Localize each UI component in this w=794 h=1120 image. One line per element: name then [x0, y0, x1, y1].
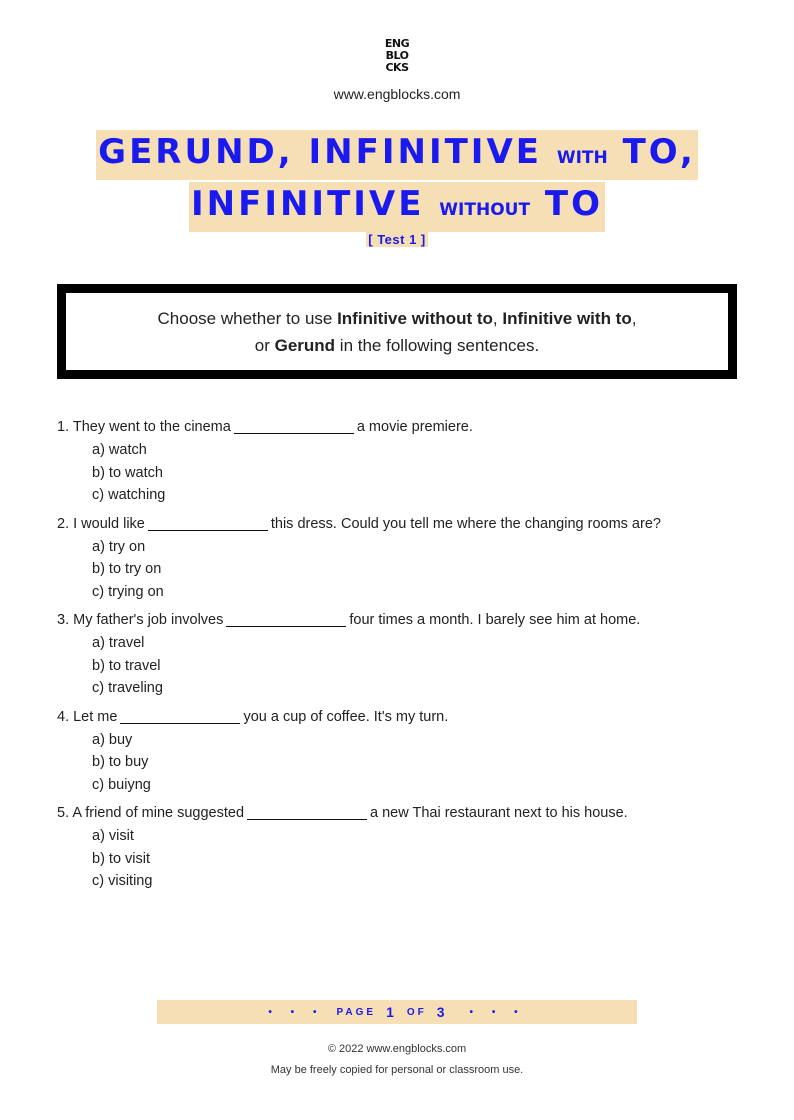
license-text: May be freely copied for personal or classroom use.: [270, 1064, 524, 1076]
question-text: a movie premiere.: [356, 419, 473, 435]
title-text: TO: [544, 184, 604, 224]
question-item: [57, 608, 757, 700]
title-small-text: WITHOUT: [439, 200, 531, 220]
title-small-text: WITH: [556, 148, 608, 168]
option-c: c) trying on: [92, 583, 164, 600]
subtitle: [0, 231, 794, 249]
question-sentence: [57, 512, 757, 536]
option-b: b) to watch: [92, 464, 163, 481]
title-text: GERUND, INFINITIVE: [98, 132, 542, 172]
logo-line: ENG: [384, 37, 410, 50]
answer-blank[interactable]: [234, 419, 354, 434]
engblocks-logo: [0, 38, 794, 74]
answer-blank[interactable]: [120, 709, 240, 724]
option-a: a) visit: [92, 828, 134, 844]
question-item: [57, 415, 757, 507]
question-item: [57, 801, 757, 893]
question-text: 1. They went to the cinema: [57, 419, 231, 435]
option-a: a) travel: [92, 635, 145, 651]
page-current: 1: [386, 1004, 397, 1020]
question-text: a new Thai restaurant next to his house.: [370, 805, 628, 821]
question-list: [57, 415, 757, 898]
title-text: TO,: [622, 132, 696, 172]
question-item: [57, 512, 757, 604]
page-indicator: [157, 1000, 637, 1024]
logo-line: BLO: [385, 49, 409, 62]
option-c: c) watching: [92, 487, 166, 503]
question-text: 3. My father's job involves: [57, 612, 224, 628]
instruction-text: [158, 305, 637, 359]
option-b: b) to visit: [92, 850, 151, 867]
option-b: b) to try on: [92, 561, 162, 577]
site-url[interactable]: www.engblocks.com: [333, 86, 461, 102]
logo-line: CKS: [385, 61, 409, 74]
question-sentence: [57, 608, 757, 632]
question-text: 2. I would like: [57, 515, 145, 532]
answer-blank[interactable]: [247, 805, 367, 820]
option-a: a) try on: [92, 538, 146, 555]
question-text: 5. A friend of mine suggested: [57, 805, 245, 821]
instruction-part: in the following sentences.: [335, 335, 540, 355]
option-a: a) buy: [92, 731, 133, 748]
decorative-dots: • • •: [469, 1006, 526, 1018]
title-line-1: [0, 130, 794, 178]
question-text: 4. Let me: [57, 708, 118, 725]
question-text: this dress. Could you tell me where the changing rooms are?: [270, 515, 661, 532]
decorative-dots: • • •: [268, 1006, 325, 1018]
option-c: c) traveling: [92, 680, 163, 696]
answer-blank[interactable]: [226, 612, 346, 627]
of-label: OF: [406, 1006, 427, 1018]
question-text: four times a month. I barely see him at home.: [349, 612, 641, 628]
question-sentence: [57, 801, 757, 825]
title-line-2: [0, 182, 794, 230]
option-b: b) to travel: [92, 657, 161, 674]
page-label: PAGE: [336, 1006, 377, 1018]
option-c: c) buiyng: [92, 776, 151, 793]
test-label: [ Test 1 ]: [368, 232, 426, 247]
answer-blank[interactable]: [148, 516, 268, 531]
instruction-part: or: [254, 335, 275, 355]
instruction-part: Choose whether to use: [157, 308, 338, 328]
copyright-text: © 2022 www.engblocks.com: [327, 1043, 467, 1055]
instruction-part: ,: [492, 308, 503, 328]
option-a: a) watch: [92, 442, 147, 458]
question-text: you a cup of coffee. It's my turn.: [243, 708, 449, 725]
option-c: c) visiting: [92, 873, 153, 889]
instruction-bold: Infinitive with to: [502, 308, 632, 328]
instruction-bold: Gerund: [274, 335, 336, 355]
title-text: INFINITIVE: [190, 184, 425, 224]
page-total: 3: [436, 1004, 448, 1020]
option-b: b) to buy: [92, 754, 149, 770]
instruction-bold: Infinitive without to: [337, 308, 493, 328]
question-item: [57, 705, 757, 797]
instruction-box: [57, 284, 737, 379]
question-sentence: [57, 415, 757, 439]
question-sentence: [57, 705, 757, 729]
instruction-part: ,: [631, 308, 637, 328]
page-title: [0, 130, 794, 234]
